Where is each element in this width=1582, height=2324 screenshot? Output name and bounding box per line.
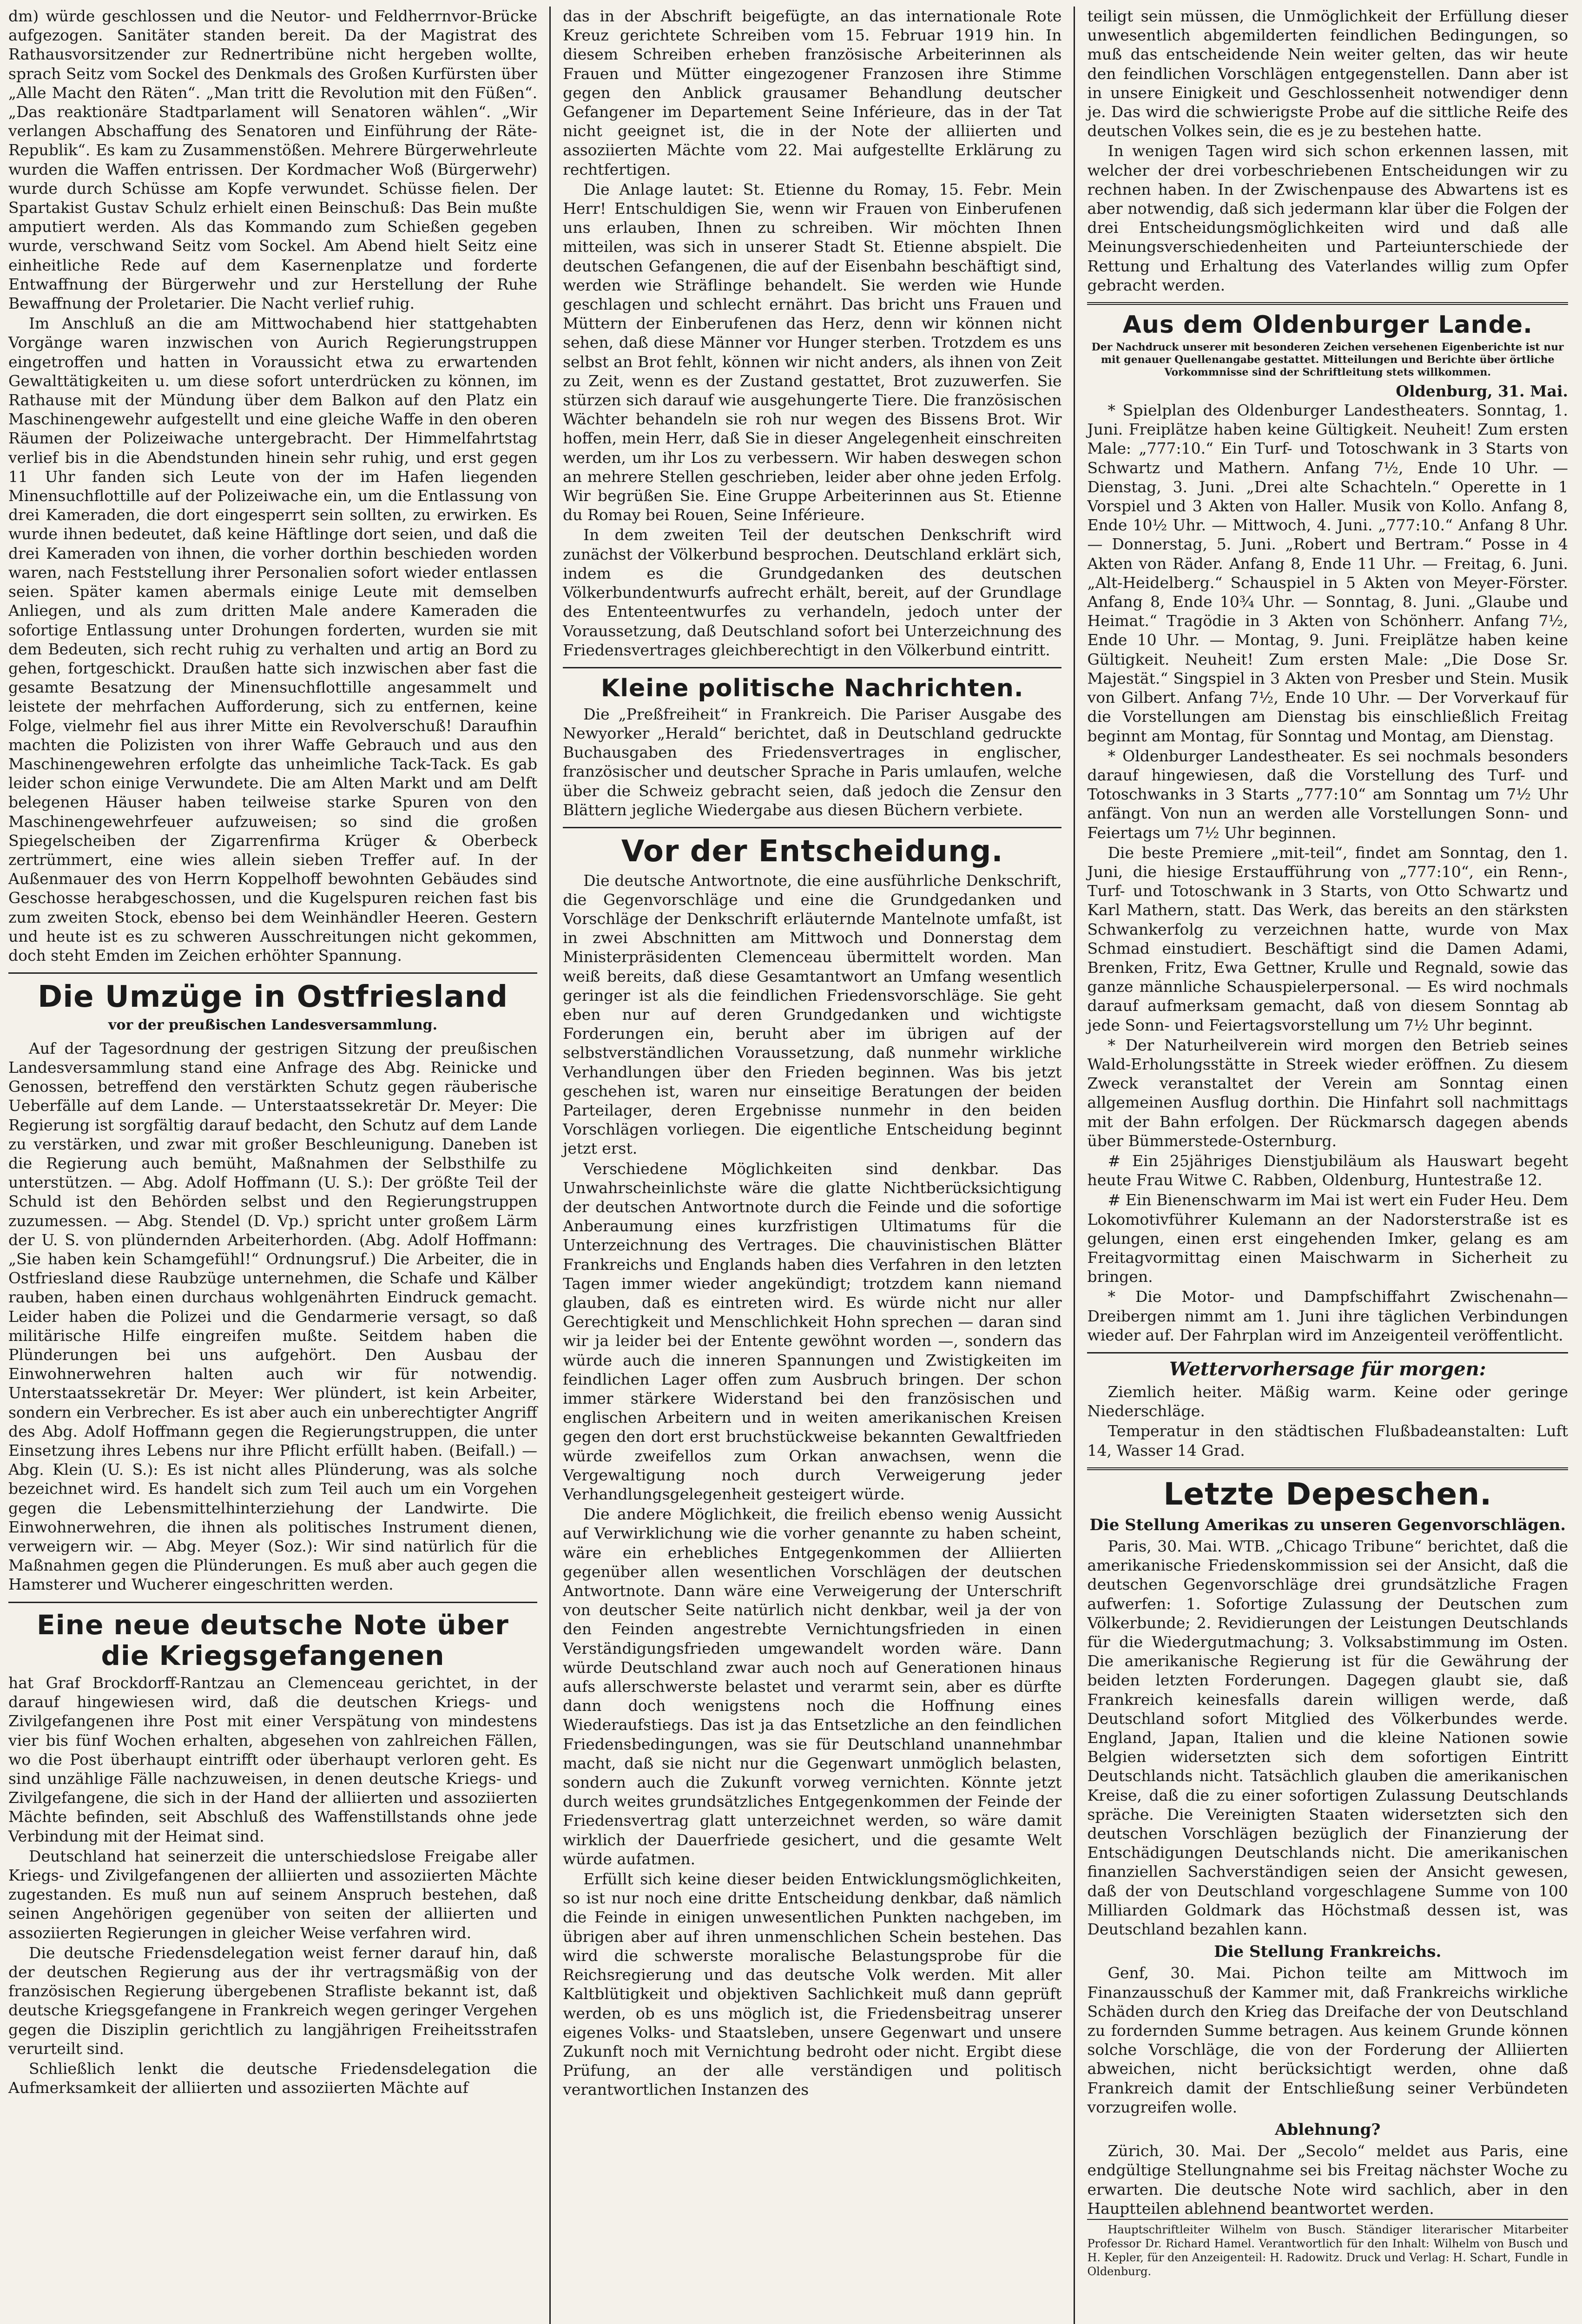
subheadline: vor der preußischen Landesversammlung.	[108, 1017, 438, 1033]
article-paragraph: Auf der Tagesordnung der gestrigen Sitzung der preußischen Landesversammlung stand eine Anfrage des Abg. Reinicke und Genossen, betreffend den verstärkten Schutz gegen räuberische Ueberfälle auf dem Lande. — Unterstaatssekretär Dr. Meyer: Die Regierung ist sorgfältig darauf bedacht, den Schutz auf dem Lande zu verstärken, und zwar mit großer Beschleunigung. Daneben ist die Regierung auch bemüht, Maßnahmen der Selbsthilfe zu unterstützen. — Abg. Adolf Hoffmann (U. S.): Der größte Teil der Schuld ist den Behörden selbst und den Regierungstruppen zuzumessen. — Abg. Stendel (D. Vp.) spricht unter großem Lärm der U. S. von plündernden Arbeiterhorden. (Abg. Adolf Hoffmann: „Sie haben kein Schamgefühl!“ Ordnungsruf.) Die Arbeiter, die in Ostfriesland diese Raubzüge unternehmen, die Schafe und Kälber rauben, haben einen durchaus wohlgenährten Eindruck gemacht. Leider haben die Polizei und die Gendarmerie versagt, so daß militärische Hilfe eingreifen mußte. Seitdem haben die Plünderungen bei uns aufgehört. Den Ausbau der Einwohnerwehren halten auch wir für notwendig. Unterstaatssekretär Dr. Meyer: Wer plündert, ist kein Arbeiter, sondern ein Verbrecher. Es ist aber auch ein unberechtigter Angriff des Abg. Adolf Hoffmann gegen die Regierungstruppen, die unter Einsetzung ihres Lebens nur ihre Pflicht erfüllt haben. (Beifall.) — Abg. Klein (U. S.): Es ist nicht alles Plünderung, was als solche bezeichnet wird. Es handelt sich zum Teil auch um ein Vorgehen gegen die Lebensmittelhinterziehung der Landwirte. Die Einwohnerwehren, die ihnen als politisches Instrument dienen, verweigern wir. — Abg. Meyer (Soz.): Wir sind natürlich für die Maßnahmen gegen die Plünderungen. Es muß aber auch gegen die Hamsterer und Wucherer eingeschritten werden.	[8, 1039, 538, 1594]
dispatch-paragraph: Paris, 30. Mai. WTB. „Chicago Tribune“ berichtet, daß die amerikanische Friedenskommission sei der Ansicht, daß die deutschen Gegenvorschläge drei grundsätzliche Fragen aufwerfen: 1. Sofortige Zulassung der Deutschen zum Völkerbunde; 2. Revidierungen der Leistungen Deutschlands für die Wiedergutmachung; 3. Volksabstimmung im Osten. Die amerikanische Regierung ist für die Gewährung der beiden letzten Forderungen. Dagegen glaubt sie, daß Frankreich keinesfalls darein willigen werde, daß Deutschland sofort Mitglied des Völkerbundes werde. England, Japan, Italien und die kleine Nationen sowie Belgien widersetzten sich dem sofortigen Eintritt Deutschlands nicht. Tatsächlich glauben die amerikanischen Kreise, daß die zu einer sofortigen Zulassung Deutschlands spräche. Die Vereinigten Staaten widersetzten sich den deutschen Vorschlägen bezüglich der Finanzierung der Entschädigungen Deutschlands nicht. Die amerikanischen finanziellen Sachverständigen seien der Ansicht gewesen, daß der von Deutschland vorgeschlagene Summe von 100 Milliarden Goldmark das Höchstmaß dessen ist, was Deutschland bezahlen kann.	[1087, 1537, 1568, 1938]
news-item: * Der Naturheilverein wird morgen den Betrieb seines Wald-Erholungsstätte in Streek wieder eröffnen. Zu diesem Zweck veranstaltet der Verein am Sonntag einen allgemeinen Ausflug dorthin. Die Hinfahrt soll nachmittags mit der Bahn erfolgen. Der Rückmarsch dagegen abends über Bümmerstede-Osternburg.	[1087, 1036, 1568, 1150]
dispatch-subhead: Die Stellung Amerikas zu unseren Gegenvorschlägen.	[1089, 1515, 1566, 1534]
news-item: Die beste Premiere „mit-teil“, findet am Sonntag, den 1. Juni, die hiesige Erstaufführung von „777:10“, ein Renn-, Turf- und Totoschwank in 3 Starts, von Otto Schwartz und Karl Mathern, statt. Das Werk, das bereits an den stärksten Schwankerfolg zu verzeichnen hatte, wurde von Max Schmad einstudiert. Beschäftigt sind die Damen Adami, Brenken, Fritz, Ewa Gettner, Krulle und Regnald, sowie das ganze männliche Schauspielerpersonal. — Es wird nochmals darauf aufmerksam gemacht, daß von diesem Sonntag ab jede Sonn- und Feiertagsvorstellung um 7½ Uhr beginnt.	[1087, 843, 1568, 1034]
dispatch-subhead: Ablehnung?	[1275, 2120, 1381, 2139]
dispatch-paragraph: Genf, 30. Mai. Pichon teilte am Mittwoch im Finanzausschuß der Kammer mit, daß Frankreichs wirkliche Schäden durch den Krieg das Dreifache der von Deutschland zu fordernden Summe betragen. Aus keinem Grunde können solche Vorschläge, die von der Forderung der Alliierten abweichen, nicht berücksichtigt werden, ohne daß Frankreich damit der Entschließung seiner Verbündeten vorzugreifen wolle.	[1087, 1964, 1568, 2116]
dispatch-paragraph: Zürich, 30. Mai. Der „Secolo“ meldet aus Paris, eine endgültige Stellungnahme sei bis Freitag nächster Woche zu erwarten. Die deutsche Note wird sachlich, aber in den Hauptteilen ablehnend beantwortet werden.	[1087, 2142, 1568, 2218]
article-paragraph: Schließlich lenkt die deutsche Friedensdelegation die Aufmerksamkeit der alliierten und assoziierten Mächte auf	[8, 2060, 538, 2097]
divider	[8, 972, 537, 974]
article-paragraph: In dem zweiten Teil der deutschen Denkschrift wird zunächst der Völkerbund besprochen. Deutschland erklärt sich, indem es die Grundgedanken des deutschen Völkerbundentwurfs aufrecht erhält, bereit, auf der Grundlage des Ententeentwurfes zu verhandeln, jedoch unter der Voraussetzung, daß Deutschland sofort bei Unterzeichnung des Friedensvertrages gleichberechtigt in den Völkerbund eintritt.	[563, 526, 1062, 659]
article-paragraph: Im Anschluß an die am Mittwochabend hier stattgehabten Vorgänge waren inzwischen von Aurich Regierungstruppen eingetroffen und hatten in Voraussicht etwa zu erwartenden Gewalttätigkeiten u. um diese sofort unterdrücken zu können, im Rathause mit der Mündung über dem Balkon auf den Platz ein Maschinengewehr aufgestellt und eine gleiche Waffe in den oberen Räumen der Polizeiwache untergebracht. Der Himmelfahrtstag verlief bis in die Abendstunden hinein sehr ruhig, und erst gegen 11 Uhr fanden sich Leute von der im Hafen liegenden Minensuchflottille auf der Polizeiwache ein, um die Entlassung von drei Kameraden, die dort eingesperrt sein sollten, zu erwirken. Es wurde ihnen bedeutet, daß keine Häftlinge dort seien, und daß die drei Kameraden von ihnen, die vorher dorthin beschieden worden waren, nach Feststellung ihrer Personalien sofort wieder entlassen seien. Später kamen abermals einige Leute mit demselben Anliegen, und als zum dritten Male andere Kameraden die sofortige Entlassung unter Drohungen forderten, wurden sie mit dem Bedeuten, sich recht ruhig zu verhalten und artig an Bord zu gehen, fortgeschickt. Draußen hatte sich inzwischen aber fast die gesamte Besatzung der Minensuchflottille angesammelt und leistete der mehrfachen Aufforderung, sich zu entfernen, keine Folge, vielmehr fiel aus ihrer Mitte ein Revolverschuß! Daraufhin machten die Polizisten von ihrer Waffe Gebrauch und aus den Maschinengewehren erfolgte das unheimliche Tack-Tack. Es gab leider schon einige Verwundete. Die am Alten Markt und am Delft belegenen Häuser haben teilweise starke Spuren von den Maschinengewehrfeuer aufzuweisen; so sind die großen Spiegelscheiben der Zigarrenfirma Krüger & Oberbeck zertrümmert, eine wies allein sieben Treffer auf. In der Außenmauer des von Herrn Koppelhoff bewohnten Gebäudes sind Geschosse herabgeschossen, und die Kugelspuren reichen fast bis zum zweiten Stock, ebenso bei dem Weinhändler Heeren. Gestern und heute ist es zu schweren Ausschreitungen nicht gekommen, doch steht Emden im Zeichen erhöhter Spannung.	[8, 314, 538, 964]
news-item: * Spielplan des Oldenburger Landestheaters. Sonntag, 1. Juni. Freiplätze haben keine Gültigkeit. Neuheit! Zum ersten Male: „777:10.“ Ein Turf- und Totoschwank in 3 Starts von Schwartz und Mathern. Anfang 7½, Ende 10 Uhr. — Dienstag, 3. Juni. „Drei alte Schachteln.“ Operette in 1 Vorspiel und 3 Akten von Haller. Musik von Kollo. Anfang 8, Ende 10½ Uhr. — Mittwoch, 4. Juni. „777:10.“ Anfang 8 Uhr. — Donnerstag, 5. Juni. „Robert und Bertram.“ Posse in 4 Akten von Räder. Anfang 8, Ende 11 Uhr. — Freitag, 6. Juni. „Alt-Heidelberg.“ Schauspiel in 5 Akten von Meyer-Förster. Anfang 8, Ende 10¾ Uhr. — Sonntag, 8. Juni. „Glaube und Heimat.“ Tragödie in 3 Akten von Schönherr. Anfang 7½, Ende 10 Uhr. — Montag, 9. Juni. Freiplätze haben keine Gültigkeit. Neuheit! Zum ersten Male: „Die Dose Sr. Majestät.“ Singspiel in 3 Akten von Presber und Stein. Musik von Gilbert. Anfang 7½, Ende 10 Uhr. — Der Vorverkauf für die Vorstellungen am Dienstag bis einschließlich Freitag beginnt am Montag, für Sonntag und Montag, am Dienstag.	[1087, 401, 1568, 745]
news-item: # Ein Bienenschwarm im Mai ist wert ein Fuder Heu. Dem Lokomotivführer Kulemann an der Nadorsterstraße ist es gelungen, einen erst eingehenden Imker, gelang es am Freitagvormittag einen Maischwarm in Sicherheit zu bringen.	[1087, 1191, 1568, 1286]
weather-forecast: Ziemlich heiter. Mäßig warm. Keine oder geringe Niederschläge.	[1087, 1383, 1568, 1420]
divider	[1087, 1352, 1568, 1353]
article-paragraph: Die Anlage lautet: St. Etienne du Romay, 15. Febr. Mein Herr! Entschuldigen Sie, wenn wir Frauen von Einberufenen uns erlauben, Ihnen zu schreiben. Wir möchten Ihnen mitteilen, was sich in unserer Stadt St. Etienne abspielt. Die deutschen Gefangenen, die auf der Eisenbahn beschäftigt sind, werden wie Sträflinge behandelt. Sie werden wie Hunde geschlagen und schlecht ernährt. Das bricht uns Frauen und Müttern der Einberufenen das Herz, denn wir können nicht sehen, daß diese Männer vor Hunger sterben. Trotzdem es uns selbst an Brot fehlt, können wir nicht anders, als ihnen von Zeit zu Zeit, wenn es der Zustand gestattet, Brot zuzuwerfen. Sie stürzen sich darauf wie ausgehungerte Tiere. Die französischen Wächter behandeln sie roh nur wegen des Bissens Brot. Wir hoffen, mein Herr, daß Sie in dieser Angelegenheit einschreiten werden, um ihr Los zu verbessern. Wir haben deswegen schon an mehrere Stellen geschrieben, leider aber ohne jeden Erfolg. Wir begrüßen Sie. Eine Gruppe Arbeiterinnen aus St. Etienne du Romay bei Rouen, Seine Inférieure.	[563, 180, 1062, 524]
article-paragraph: Die „Preßfreiheit“ in Frankreich. Die Pariser Ausgabe des Newyorker „Herald“ berichtet, daß in Deutschland gedruckte Buchausgaben des Friedensvertrages in englischer, französischer und deutscher Sprache in Paris umlaufen, welche über die Schweiz gebracht seien, daß jedoch die Zensur den Blättern jegliche Wiedergabe aus diesen Büchern verbiete.	[563, 705, 1062, 819]
article-paragraph: Die andere Möglichkeit, die freilich ebenso wenig Aussicht auf Verwirklichung wie die vorher genannte zu haben scheint, wäre ein erhebliches Entgegenkommen der Alliierten gegenüber allen wesentlichen Vorschlägen der deutschen Antwortnote. Dann wäre eine Verweigerung der Unterschrift von deutscher Seite natürlich nicht denkbar, weil ja der von den Feinden angestrebte Vernichtungsfrieden in einen Verständigungsfrieden umgewandelt worden wäre. Dann würde Deutschland zwar auch noch auf Generationen hinaus aufs allerschwerste belastet und verarmt sein, aber es dürfte dann doch wenigstens noch die Hoffnung eines Wiederaufstiegs. Das ist ja das Entsetzliche an den feindlichen Friedensbedingungen, was sie für Deutschland unannehmbar macht, daß sie nicht nur die Gegenwart unmöglich belasten, sondern auch die Zukunft vorweg vernichten. Könnte jetzt durch weites grundsätzliches Entgegenkommen der Feinde der Friedensvertrag glatt unterzeichnet werden, so wäre damit wirklich der Dauerfriede gesichert, und die gesamte Welt würde aufatmen.	[563, 1505, 1062, 1868]
column-1	[7, 7, 551, 2324]
headline-letzte-depeschen: Letzte Depeschen.	[1163, 1476, 1492, 1512]
article-paragraph: dm) würde geschlossen und die Neutor- und Feldherrnvor-Brücke aufgezogen. Sanitäter standen bereit. Da der Magistrat des Rathausvorsitzender zur Rednertribüne nicht hergeben wollte, sprach Seitz vom Sockel des Denkmals des Großen Kurfürsten über „Alle Macht den Räten“. „Man tritt die Revolution mit den Füßen“. „Das reaktionäre Stadtparlament will Senatoren wählen“. „Wir verlangen Abschaffung des Senatoren und Einführung der Räte-Republik“. Es kam zu Zusammenstößen. Mehrere Bürgerwehrleute wurden die Waffen entrissen. Der Kordmacher Woß (Bürgerwehr) wurde durch Schüsse am Kopfe verwundet. Schüsse fielen. Der Spartakist Gustav Schulz erhielt einen Beinschuß: Das Bein mußte amputiert werden. Als das Kommando zum Schießen gegeben wurde, verschwand Seitz vom Sockel. Am Abend hielt Seitz eine einheitliche Rede auf dem Kasernenplatze und forderte Entwaffnung der Bürgerwehr und zur Herstellung der Ruhe Bewaffnung der Proletarier. Die Nacht verlief ruhig.	[8, 7, 538, 313]
reprint-note: Der Nachdruck unserer mit besonderen Zeichen versehenen Eigenberichte ist nur mit genauer Quellenangabe gestattet. Mitteilungen und Berichte über örtliche Vorkommnisse sind der Schriftleitung stets willkommen.	[1091, 341, 1564, 378]
divider	[1087, 1467, 1568, 1470]
headline-umzuege: Die Umzüge in Ostfriesland	[38, 980, 508, 1015]
columns	[7, 7, 1568, 2324]
headline-entscheidung: Vor der Entscheidung.	[621, 834, 1003, 869]
water-temperature: Temperatur in den städtischen Flußbadeanstalten: Luft 14, Wasser 14 Grad.	[1087, 1422, 1568, 1459]
weather-heading: Wettervorhersage für morgen:	[1169, 1358, 1486, 1380]
divider	[8, 1602, 537, 1603]
divider	[563, 827, 1061, 828]
article-paragraph: hat Graf Brockdorff-Rantzau an Clemenceau gerichtet, in der darauf hingewiesen wird, daß die deutschen Kriegs- und Zivilgefangenen ihre Post mit einer Verspätung von mindestens vier bis fünf Wochen erhalten, abgesehen von zahlreichen Fällen, wo die Post überhaupt eintrifft oder überhaupt verloren geht. Es sind unzählige Fälle nachzuweisen, in denen deutsche Kriegs- und Zivilgefangene, die sich in der Hand der alliierten und assoziierten Mächte befinden, seit Abschluß des Waffenstillstands ohne jede Verbindung mit der Heimat sind.	[8, 1674, 538, 1845]
news-item: # Ein 25jähriges Dienstjubiläum als Hauswart begeht heute Frau Witwe C. Rabben, Oldenburg, Huntestraße 12.	[1087, 1151, 1568, 1189]
article-paragraph: Die deutsche Antwortnote, die eine ausführliche Denkschrift, die Gegenvorschläge und eine die Grundgedanken und Vorschläge der Denkschrift erläuternde Mantelnote umfaßt, ist in zwei Abschnitten am Mittwoch und Donnerstag dem Ministerpräsidenten Clemenceau übermittelt worden. Man weiß bereits, daß diese Gesamtantwort an Umfang wesentlich geringer ist als die feindlichen Friedensvorschläge. Sie geht eben nur auf deren Grundgedanken und wichtigste Forderungen ein, beruht aber im übrigen auf der selbstverständlichen Voraussetzung, daß nunmehr wirkliche Verhandlungen über den Frieden beginnen. Was bis jetzt geschehen ist, waren nur einseitige Beratungen der beiden Parteilager, deren Ergebnisse nunmehr in den beiden Vorschlägen vorliegen. Die eigentliche Entscheidung beginnt jetzt erst.	[563, 871, 1062, 1158]
dispatch-subhead: Die Stellung Frankreichs.	[1214, 1942, 1442, 1961]
article-paragraph: Erfüllt sich keine dieser beiden Entwicklungsmöglichkeiten, so ist nur noch eine dritte Entscheidung denkbar, daß nämlich die Feinde in einigen unwesentlichen Punkten nachgeben, im übrigen aber auf ihren unmenschlichen Schein bestehen. Das wird die schwerste moralische Belastungsprobe für die Reichsregierung und das deutsche Volk werden. Mit aller Kaltblütigkeit und objektiven Sachlichkeit muß dann geprüft werden, ob es uns möglich ist, die Friedensbeitrag unserer eigenes Volks- und Staatsleben, unsere Gegenwart und unsere Zukunft noch mit Vernichtung bedroht oder nicht. Ergibt diese Prüfung, an der alle verständigen und politisch verantwortlichen Instanzen des	[563, 1870, 1062, 2099]
headline-oldenburger-lande: Aus dem Oldenburger Lande.	[1122, 311, 1533, 339]
column-3	[1075, 7, 1568, 2324]
dateline: Oldenburg, 31. Mai.	[1396, 382, 1568, 400]
news-item: * Die Motor- und Dampfschiffahrt Zwischenahn—Dreibergen nimmt am 1. Juni ihre täglichen Verbindungen wieder auf. Der Fahrplan wird im Anzeigenteil veröffentlicht.	[1087, 1287, 1568, 1344]
article-paragraph: Die deutsche Friedensdelegation weist ferner darauf hin, daß der deutschen Regierung aus der ihr vertragsmäßig von der französischen Regierung übergebenen Strafliste bekannt ist, daß deutsche Kriegsgefangene in Frankreich wegen geringer Vergehen gegen die Disziplin gerichtlich zu langjährigen Freiheitsstrafen verurteilt sind.	[8, 1943, 538, 2058]
article-paragraph: In wenigen Tagen wird sich schon erkennen lassen, mit welcher der drei vorbeschriebenen Entscheidungen wir zu rechnen haben. In der Zwischenpause des Abwartens ist es aber notwendig, daß sich jedermann klar über die Folgen der drei Entscheidungsmöglichkeiten wird und daß alle Meinungsverschiedenheiten und Parteiunterschiede der Rettung und Erhaltung des Vaterlandes willig zum Opfer gebracht werden.	[1087, 142, 1568, 294]
headline-kleine-nachrichten: Kleine politische Nachrichten.	[600, 674, 1024, 702]
column-2	[551, 7, 1075, 2324]
article-paragraph: Verschiedene Möglichkeiten sind denkbar. Das Unwahrscheinlichste wäre die glatte Nichtberücksichtigung der deutschen Antwortnote durch die Feinde und die sofortige Anberaumung eines kurzfristigen Ultimatums für die Unterzeichnung des Vertrages. Die chauvinistischen Blätter Frankreichs und Englands haben dies Verfahren in den letzten Tagen immer wieder angekündigt; trotzdem kann niemand glauben, daß es eintreten wird. Es würde nicht nur aller Gerechtigkeit und Menschlichkeit Hohn sprechen — daran sind wir ja leider bei der Entente gewöhnt worden —, sondern das würde auch die inneren Spannungen und Zwistigkeiten im feindlichen Lager offen zum Ausbruch bringen. Der schon immer stärkere Widerstand bei den französischen und englischen Arbeitern und in weiten amerikanischen Kreisen gegen den dort erst bruchstückweise bekannten Gewaltfrieden würde zweifellos zum Orkan anwachsen, wenn die Vergewaltigung noch durch Verweigerung jeder Verhandlungsgelegenheit gesteigert würde.	[563, 1159, 1062, 1504]
imprint: Hauptschriftleiter Wilhelm von Busch. Ständiger literarischer Mitarbeiter Professor Dr. Richard Hamel. Verantwortlich für den Inhalt: Wilhelm von Busch und H. Kepler, für den Anzeigenteil: H. Radowitz. Druck und Verlag: H. Schart, Fundle in Oldenburg.	[1087, 2219, 1568, 2278]
headline-kriegsgefangene: Eine neue deutsche Note über die Kriegsgefangenen	[37, 1609, 509, 1672]
article-paragraph: das in der Abschrift beigefügte, an das internationale Rote Kreuz gerichtete Schreiben vom 15. Februar 1919 hin. In diesem Schreiben erheben französische Arbeiterinnen als Frauen und Mütter eingezogener Franzosen ihre Stimme gegen den Anblick grausamer Behandlung deutscher Gefangener im Departement Seine Inférieure, das in der Tat nicht geeignet ist, die in der Note der alliierten und assoziierten Mächte vom 22. Mai aufgestellte Erklärung zu rechtfertigen.	[563, 7, 1062, 178]
divider	[563, 667, 1061, 668]
news-item: * Oldenburger Landestheater. Es sei nochmals besonders darauf hingewiesen, daß die Vorstellung des Turf- und Totoschwanks in 3 Starts „777:10“ am Sonntag um 7½ Uhr anfängt. Von nun an werden alle Vorstellungen Sonn- und Feiertags um 7½ Uhr beginnen.	[1087, 746, 1568, 842]
article-paragraph: teiligt sein müssen, die Unmöglichkeit der Erfüllung dieser unwesentlich abgemilderten feindlichen Bedingungen, so muß das entscheidende Nein weiter gelten, das wir heute den feindlichen Vorschlägen entgegenstellen. Dann aber ist in unsere Einigkeit und Geschlossenheit notwendiger denn je. Das wird die schwierigste Probe auf die sittliche Reife des deutschen Volkes sein, die es je zu bestehen hatte.	[1087, 7, 1568, 140]
divider	[1087, 302, 1568, 305]
article-paragraph: Deutschland hat seinerzeit die unterschiedslose Freigabe aller Kriegs- und Zivilgefangenen der alliierten und assoziierten Mächte zugestanden. Es muß nun auf seinem Anspruch bestehen, daß seinen Angehörigen gegenüber von seiten der alliierten und assoziierten Regierungen in gleicher Weise verfahren wird.	[8, 1847, 538, 1942]
